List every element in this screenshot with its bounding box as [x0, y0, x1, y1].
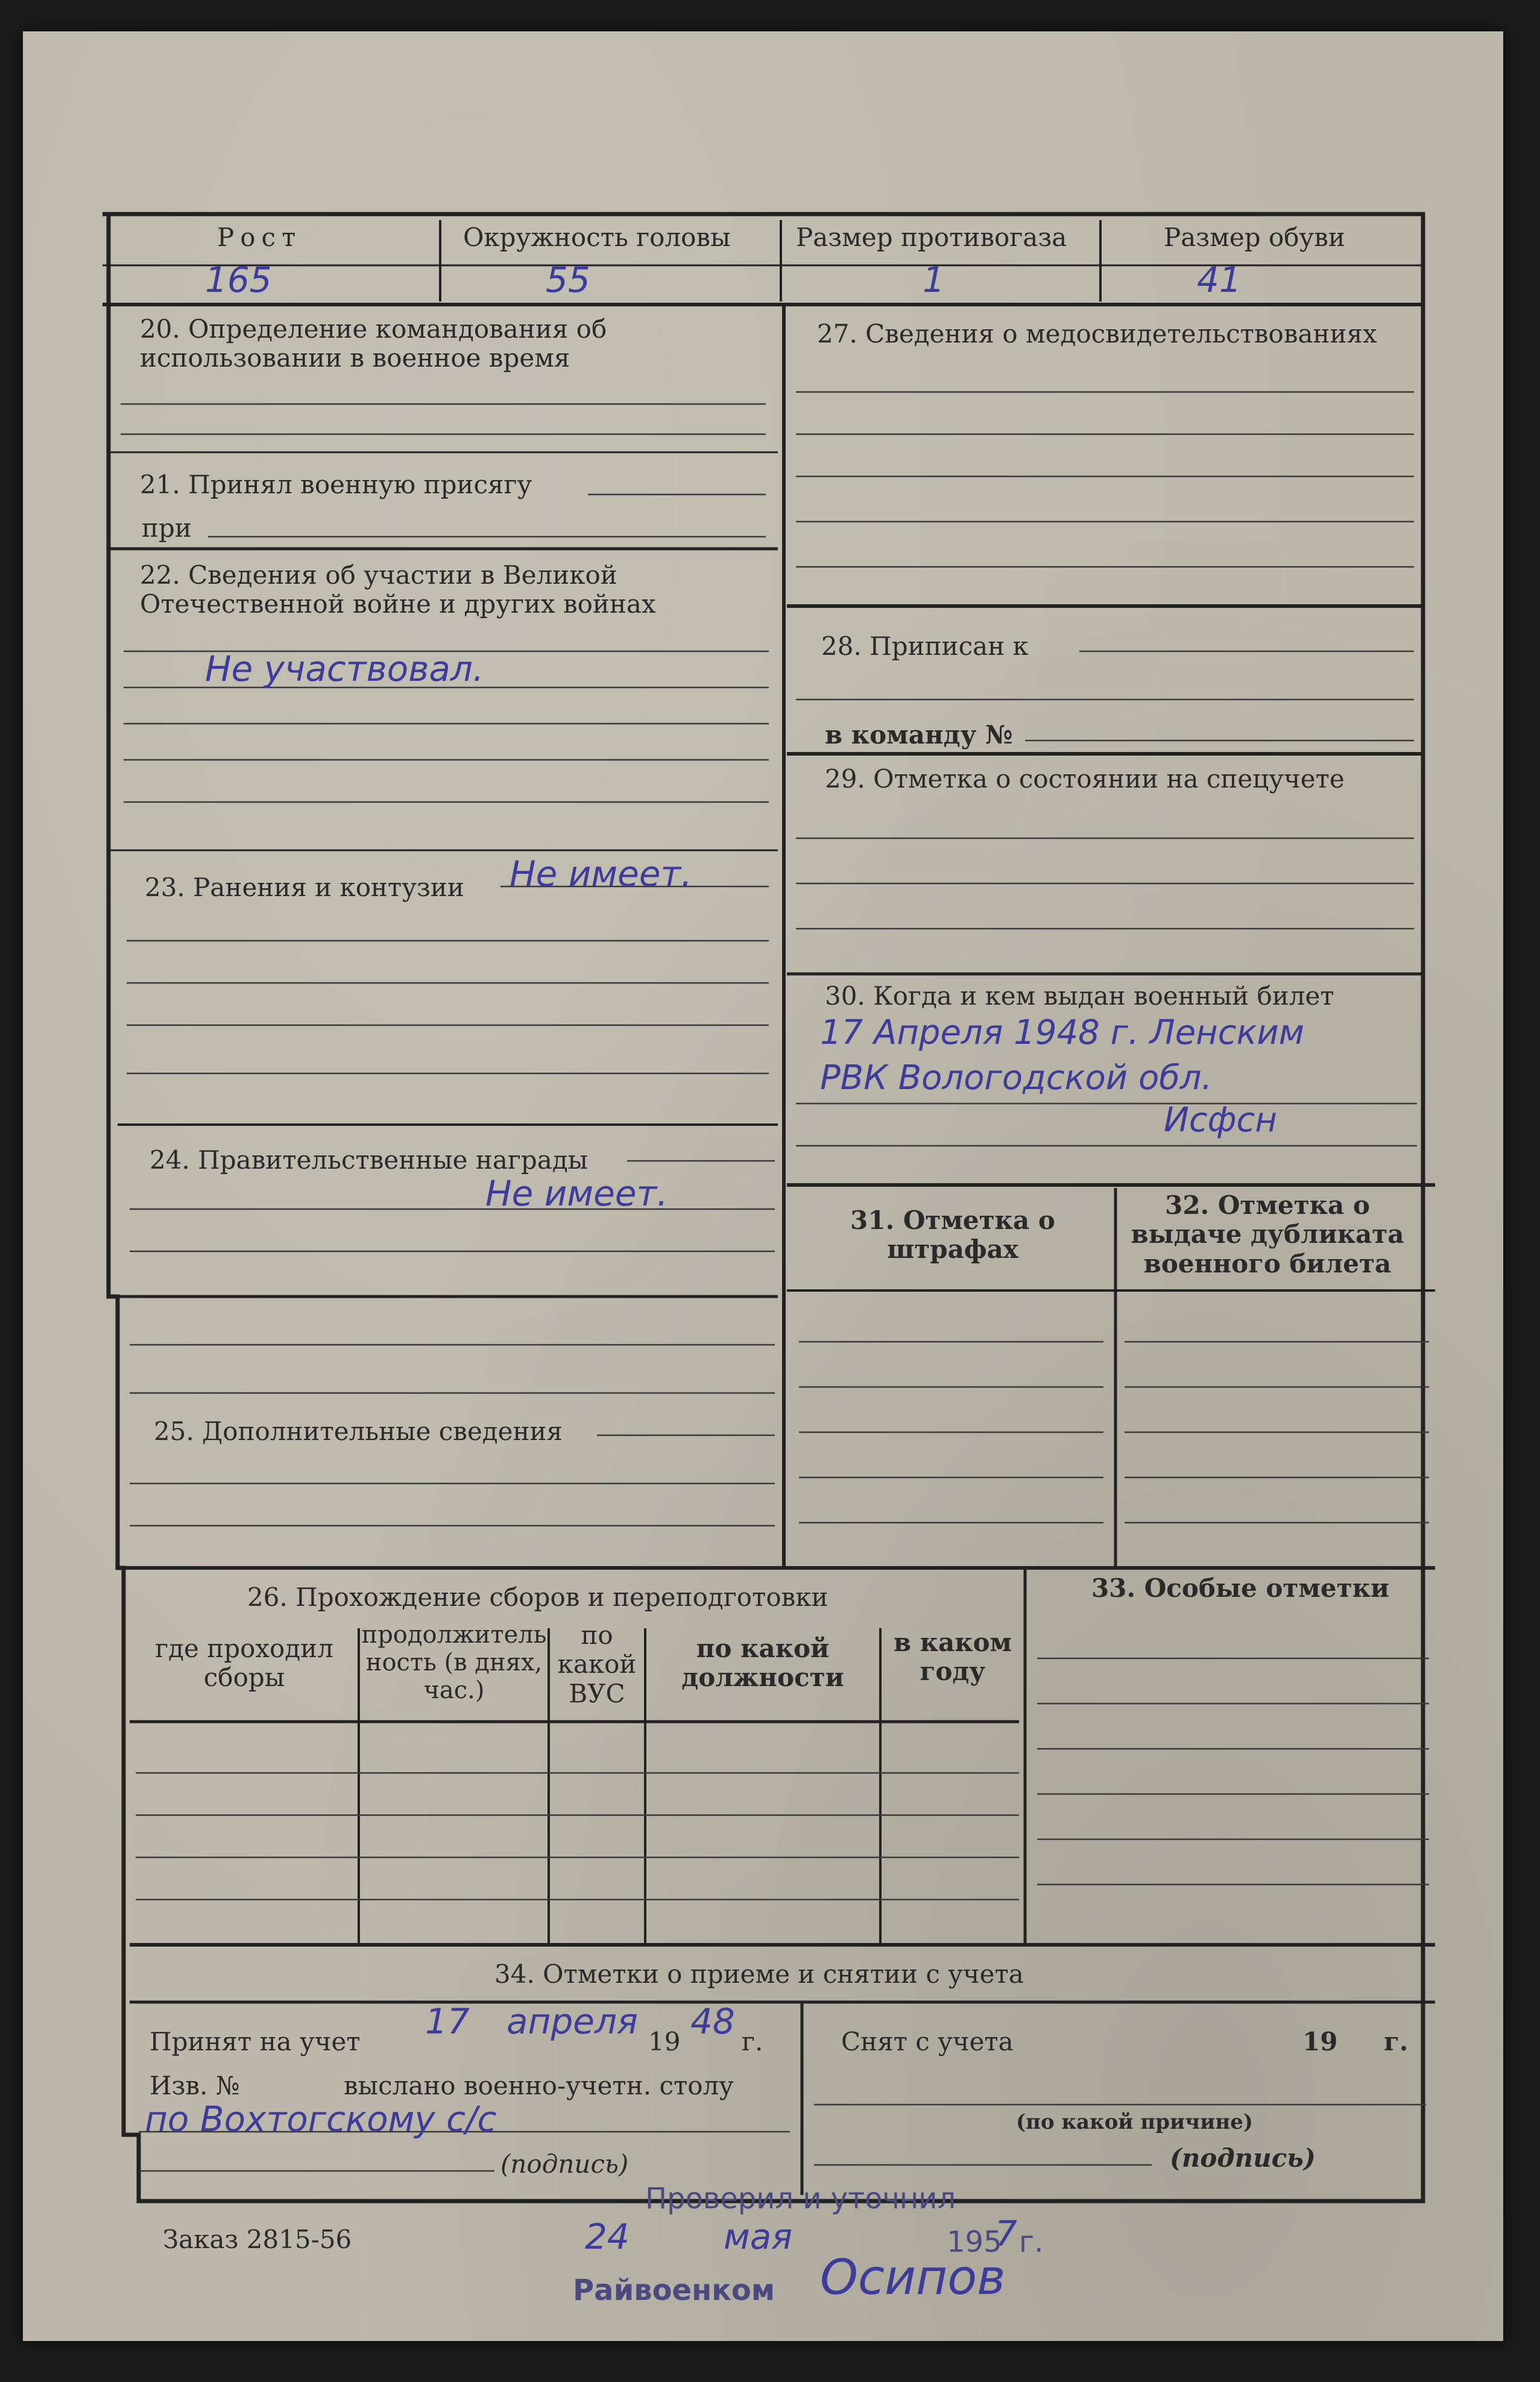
izv-label: Изв. № [150, 2071, 240, 2100]
field-30-value-line2: РВК Вологодской обл. [820, 1058, 1213, 1098]
accepted-signature-label: (подпись) [500, 2149, 629, 2179]
stamp-checked-text: Проверил и уточнил [645, 2182, 956, 2216]
accepted-year: 48 [690, 2001, 735, 2042]
field-20-label: 20. Определение командования об использовании в военное время [140, 314, 607, 373]
field-30-value-line1: 17 Апреля 1948 г. Ленским [820, 1013, 1305, 1052]
removed-signature-label: (подпись) [1170, 2143, 1316, 2173]
field-28-label: 28. Приписан к [821, 631, 1029, 661]
shoe-size-label: Размер обуви [1164, 223, 1345, 252]
field-33-label: 33. Особые отметки [1091, 1573, 1390, 1603]
field-22-label: 22. Сведения об участии в Великой Отечественной войне и других войнах [140, 560, 656, 619]
field-21-pri-label: при [142, 513, 192, 543]
accepted-label: Принят на учет [150, 2027, 361, 2056]
gas-mask-size-label: Размер противогаза [796, 223, 1067, 252]
removed-label: Снят с учета [841, 2027, 1014, 2056]
field-23-label: 23. Ранения и контузии [145, 873, 464, 902]
removed-year-prefix: 19 [1302, 2027, 1338, 2056]
accepted-year-prefix: 19 [648, 2027, 681, 2056]
field-26-col-year: в каком году [893, 1628, 1012, 1687]
stamp-year-prefix: 195 [947, 2225, 1002, 2259]
stamp-office: Райвоенком [573, 2273, 775, 2307]
stamp-month: мая [724, 2216, 793, 2257]
field-26-title: 26. Прохождение сборов и переподготовки [247, 1582, 828, 1612]
field-22-value: Не участвовал. [205, 648, 484, 689]
field-29-label: 29. Отметка о состоянии на спецучете [825, 764, 1345, 794]
accepted-month: апреля [506, 2001, 638, 2042]
field-24-label: 24. Правительственные награды [150, 1145, 589, 1175]
field-26-col-where: где проходил сборы [155, 1634, 333, 1693]
height-label: Рост [217, 223, 302, 252]
stamp-year: 7 [995, 2213, 1017, 2254]
field-31-label: 31. Отметка о штрафах [850, 1205, 1055, 1265]
field-24-value: Не имеет. [485, 1173, 668, 1214]
order-number: Заказ 2815-56 [163, 2225, 352, 2254]
sent-label: выслано военно-учетн. столу [344, 2071, 734, 2100]
head-circumference-value: 55 [546, 259, 590, 300]
accepted-year-suffix: г. [742, 2027, 763, 2056]
field-34-title: 34. Отметки о приеме и снятии с учета [494, 1959, 1024, 1989]
field-25-label: 25. Дополнительные сведения [154, 1417, 563, 1446]
stamp-signature: Осипов [820, 2249, 1006, 2305]
field-28-team-label: в команду № [825, 720, 1013, 750]
stamp-day: 24 [585, 2216, 630, 2257]
field-26-col-position: по какой должности [681, 1634, 844, 1693]
field-21-label: 21. Принял военную присягу [140, 470, 532, 499]
gas-mask-size-value: 1 [923, 259, 945, 300]
field-30-label: 30. Когда и кем выдан военный билет [825, 981, 1334, 1011]
field-23-value: Не имеет. [510, 853, 692, 894]
field-30-signature: Исфсн [1164, 1101, 1277, 1140]
shoe-size-value: 41 [1197, 259, 1242, 300]
sent-value: по Вохтогскому с/с [145, 2099, 497, 2140]
head-circumference-label: Окружность головы [463, 223, 731, 252]
height-value: 165 [205, 259, 272, 300]
stamp-year-suffix: г. [1019, 2225, 1044, 2259]
field-26-col-vus: по какой ВУС [557, 1620, 637, 1708]
removed-reason-label: (по какой причине) [1016, 2110, 1253, 2134]
accepted-day: 17 [425, 2001, 470, 2042]
field-27-label: 27. Сведения о медосвидетельствованиях [817, 319, 1377, 349]
removed-year-suffix: г. [1384, 2027, 1409, 2056]
field-26-col-duration: продолжительность (в днях, час.) [361, 1621, 547, 1704]
field-32-label: 32. Отметка о выдаче дубликата военного билета [1131, 1190, 1404, 1278]
